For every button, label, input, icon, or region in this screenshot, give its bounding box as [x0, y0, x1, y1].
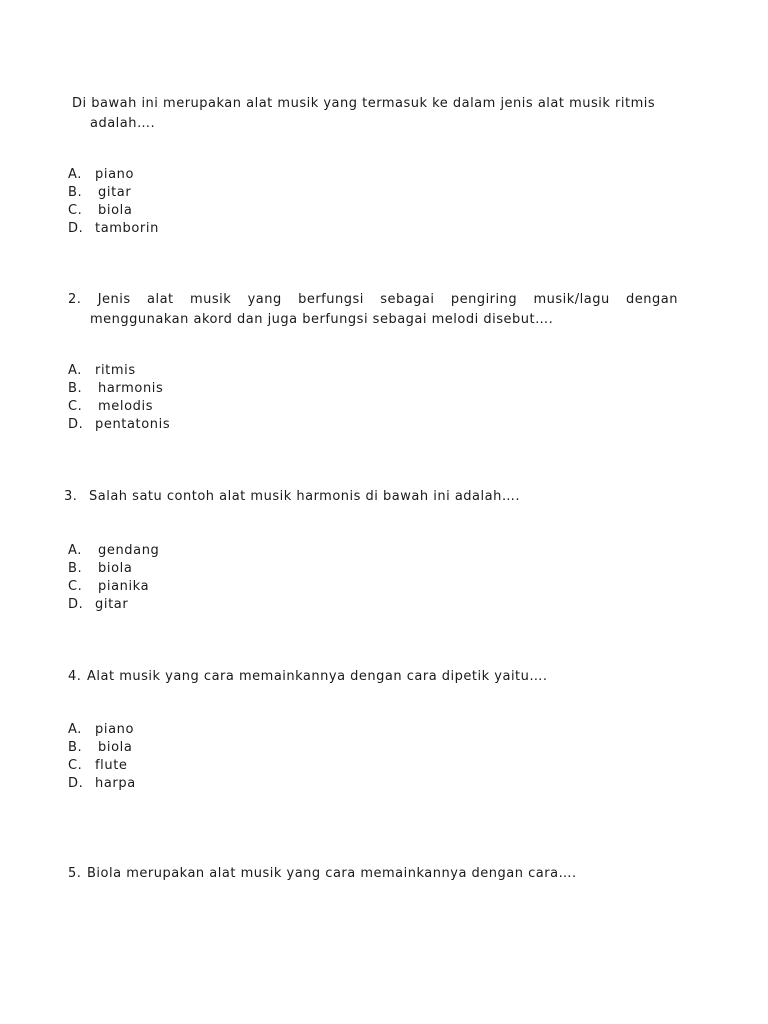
question-1-text-line2: adalah….: [90, 116, 156, 131]
option-label: C.: [68, 203, 83, 218]
option-text: biola: [98, 561, 133, 576]
question-4: [68, 667, 688, 687]
option-label: B.: [68, 381, 83, 396]
option-d: [68, 775, 136, 793]
option-d: [68, 220, 159, 238]
option-c: [68, 578, 159, 596]
question-5-text: Biola merupakan alat musik yang cara memainkannya dengan cara….: [87, 866, 577, 881]
option-text: harpa: [95, 776, 136, 791]
option-label: C.: [68, 758, 83, 773]
question-2-word: dengan: [626, 292, 678, 307]
option-label: A.: [68, 363, 82, 378]
question-2-word: sebagai: [380, 292, 435, 307]
option-label: D.: [68, 417, 84, 432]
option-a: [68, 721, 136, 739]
option-b: [68, 184, 159, 202]
option-text: piano: [95, 167, 135, 182]
option-text: gitar: [98, 185, 132, 200]
option-text: pentatonis: [95, 417, 171, 432]
option-label: A.: [68, 722, 82, 737]
option-text: pianika: [98, 579, 150, 594]
option-label: B.: [68, 561, 83, 576]
option-label: D.: [68, 776, 84, 791]
option-label: B.: [68, 185, 83, 200]
option-d: [68, 596, 159, 614]
option-label: A.: [68, 543, 82, 558]
option-text: melodis: [98, 399, 154, 414]
question-2: [68, 290, 678, 330]
question-3-options: [68, 542, 159, 614]
option-label: C.: [68, 579, 83, 594]
question-5-text-line1: [68, 864, 688, 884]
question-4-text-line1: [68, 667, 688, 687]
option-c: [68, 757, 136, 775]
question-3: [64, 487, 684, 507]
question-4-number: 4.: [68, 669, 82, 684]
question-2-word: alat: [147, 292, 174, 307]
question-3-text: Salah satu contoh alat musik harmonis di bawah ini adalah….: [89, 489, 520, 504]
option-d: [68, 416, 170, 434]
option-label: D.: [68, 597, 84, 612]
option-text: gendang: [98, 543, 160, 558]
option-text: harmonis: [98, 381, 164, 396]
question-4-options: [68, 721, 136, 793]
option-c: [68, 398, 170, 416]
option-b: [68, 739, 136, 757]
question-1-text-line1: Di bawah ini merupakan alat musik yang termasuk ke dalam jenis alat musik ritmis: [72, 96, 656, 111]
question-2-word: musik/lagu: [533, 292, 610, 307]
option-b: [68, 560, 159, 578]
question-1: [72, 94, 692, 134]
question-3-number: 3.: [64, 489, 78, 504]
option-text: biola: [98, 740, 133, 755]
question-4-text: Alat musik yang cara memainkannya dengan cara dipetik yaitu….: [87, 669, 548, 684]
option-b: [68, 380, 170, 398]
option-label: C.: [68, 399, 83, 414]
option-text: flute: [95, 758, 128, 773]
question-3-text-line1: [64, 487, 684, 507]
option-a: [68, 362, 170, 380]
question-2-options: [68, 362, 170, 434]
option-label: B.: [68, 740, 83, 755]
question-2-text-line1: [68, 290, 678, 310]
question-5: [68, 864, 688, 884]
question-2-word: yang: [247, 292, 282, 307]
option-a: [68, 166, 159, 184]
option-text: gitar: [95, 597, 129, 612]
option-text: piano: [95, 722, 135, 737]
question-2-word: musik: [189, 292, 232, 307]
option-a: [68, 542, 159, 560]
option-label: D.: [68, 221, 84, 236]
option-text: ritmis: [95, 363, 136, 378]
question-5-number: 5.: [68, 866, 82, 881]
option-text: tamborin: [95, 221, 159, 236]
option-text: biola: [98, 203, 133, 218]
question-1-options: [68, 166, 159, 238]
question-2-word: berfungsi: [298, 292, 364, 307]
question-2-word: pengiring: [450, 292, 518, 307]
question-2-word: Jenis: [97, 292, 131, 307]
option-label: A.: [68, 167, 82, 182]
option-c: [68, 202, 159, 220]
question-2-text-line2: menggunakan akord dan juga berfungsi sebagai melodi disebut….: [90, 312, 554, 327]
question-2-number: 2.: [68, 292, 82, 307]
